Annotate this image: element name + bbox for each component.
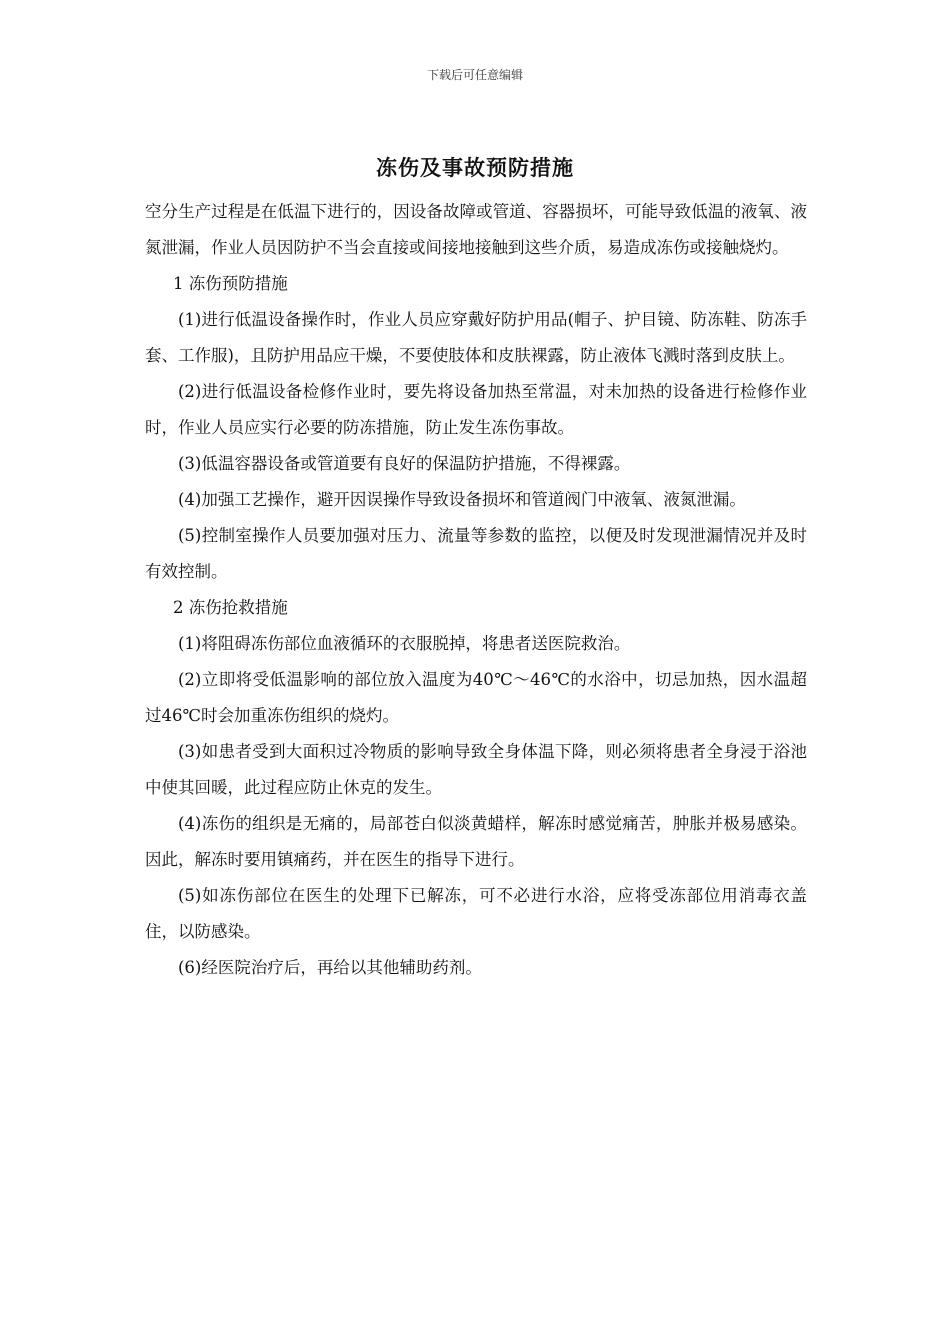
rescue-item-2: (2)立即将受低温影响的部位放入温度为40℃～46℃的水浴中，切忌加热，因水温超过46℃时会加重冻伤组织的烧灼。 (145, 670, 807, 725)
intro-paragraph: 空分生产过程是在低温下进行的，因设备故障或管道、容器损坏，可能导致低温的液氧、液氮泄漏，作业人员因防护不当会直接或间接地接触到这些介质，易造成冻伤或接触烧灼。 (145, 202, 807, 257)
prevention-item-5: (5)控制室操作人员要加强对压力、流量等参数的监控，以便及时发现泄漏情况并及时有效控制。 (145, 526, 807, 581)
prevention-item-2: (2)进行低温设备检修作业时，要先将设备加热至常温，对未加热的设备进行检修作业时，作业人员应实行必要的防冻措施，防止发生冻伤事故。 (145, 382, 807, 437)
rescue-item-4: (4)冻伤的组织是无痛的，局部苍白似淡黄蜡样，解冻时感觉痛苦，肿胀并极易感染。因此，解冻时要用镇痛药，并在医生的指导下进行。 (145, 814, 807, 869)
section-heading-rescue: 2 冻伤抢救措施 (173, 598, 288, 617)
rescue-item-5: (5)如冻伤部位在医生的处理下已解冻，可不必进行水浴，应将受冻部位用消毒衣盖住，以防感染。 (145, 886, 807, 941)
rescue-item-3: (3)如患者受到大面积过冷物质的影响导致全身体温下降，则必须将患者全身浸于浴池中使其回暖，此过程应防止休克的发生。 (145, 742, 807, 797)
rescue-item-1: (1)将阻碍冻伤部位血液循环的衣服脱掉，将患者送医院救治。 (178, 634, 631, 653)
section-heading-prevention: 1 冻伤预防措施 (173, 274, 288, 293)
prevention-item-4: (4)加强工艺操作，避开因误操作导致设备损坏和管道阀门中液氧、液氮泄漏。 (178, 490, 746, 509)
prevention-item-3: (3)低温容器设备或管道要有良好的保温防护措施，不得裸露。 (178, 454, 631, 473)
header-note: 下载后可任意编辑 (426, 68, 523, 82)
document-body (145, 194, 807, 986)
prevention-item-1: (1)进行低温设备操作时，作业人员应穿戴好防护用品(帽子、护目镜、防冻鞋、防冻手套、工作服)，且防护用品应干燥，不要使肢体和皮肤裸露，防止液体飞溅时落到皮肤上。 (145, 310, 807, 365)
page-title: 冻伤及事故预防措施 (376, 155, 574, 180)
rescue-item-6: (6)经医院治疗后，再给以其他辅助药剂。 (178, 958, 482, 977)
